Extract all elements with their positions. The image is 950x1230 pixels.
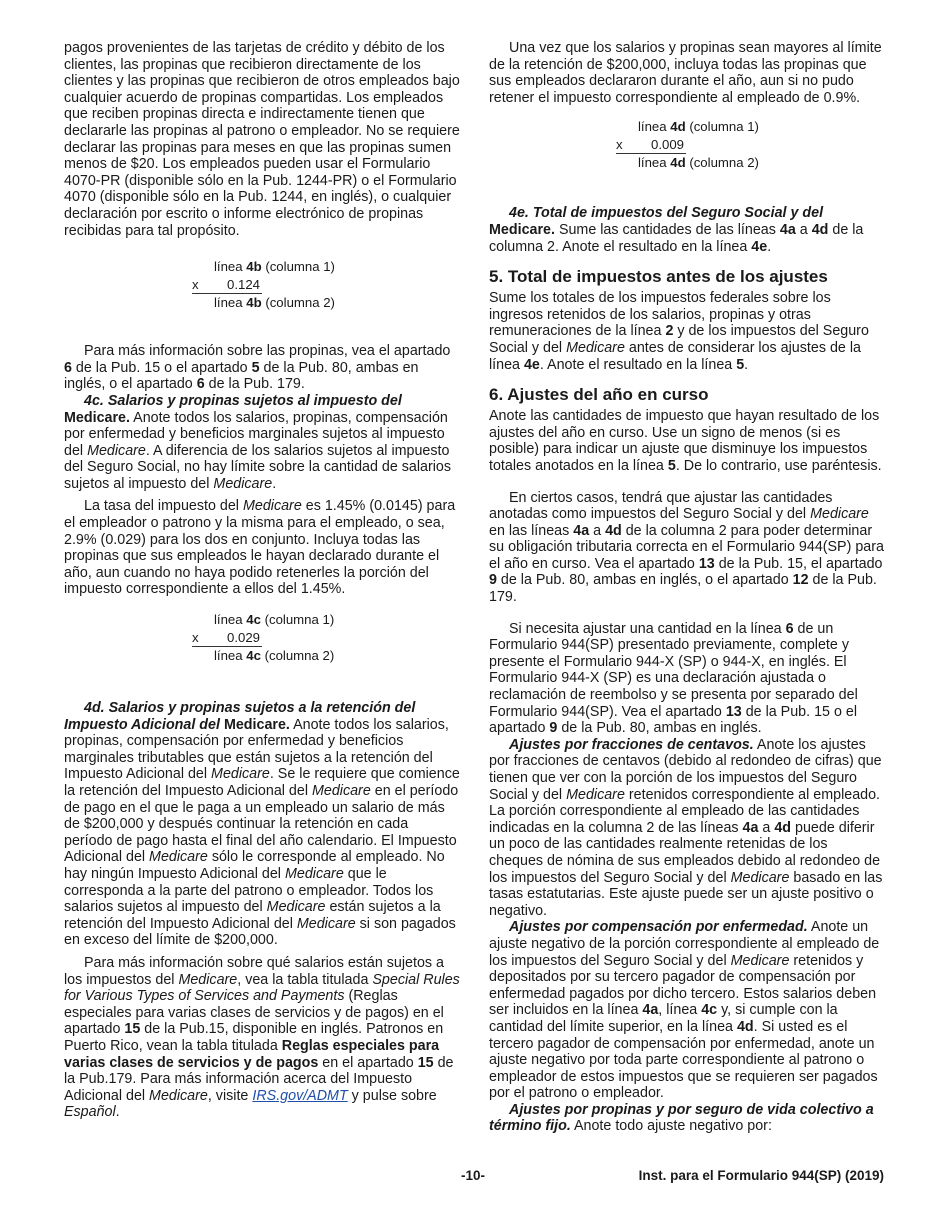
left-column bbox=[64, 40, 460, 1121]
calc-4d-row3: línea 4d (columna 2) bbox=[638, 155, 759, 171]
calc-4c bbox=[64, 611, 460, 671]
calc-4d-rate: 0.009 bbox=[651, 137, 685, 153]
paragraph-5: Sume los totales de los impuestos federales sobre los ingresos retenidos de los salarios, propinas y otras remuneraciones de la línea 2 y de los impuestos del Seguro Social y del Medicare antes de considerar los ajustes de la línea 4e. Anote el resultado en la línea 5. bbox=[489, 290, 869, 373]
paragraph-tips-life-insurance: Ajustes por propinas y por seguro de vida colectivo a término fijo. Anote todo ajuste negativo por: bbox=[489, 1101, 874, 1135]
calc-4d-row1: línea 4d (columna 1) bbox=[638, 119, 759, 135]
paragraph-certain-cases: En ciertos casos, tendrá que ajustar las cantidades anotadas como impuestos del Seguro Social y del Medicare en las líneas 4a a 4d de la columna 2 para poder determinar su obligación tributaria correcta en el Formulario 944(SP) para el año en curso. Vea el apartado 13 de la Pub. 15, el apartado 9 de la Pub. 80, ambas en inglés, o el apartado 12 de la Pub. 179. bbox=[489, 489, 884, 606]
document-title-footer: Inst. para el Formulario 944(SP) (2019) bbox=[638, 1168, 884, 1183]
calc-4b-row1: línea 4b (columna 1) bbox=[214, 259, 335, 275]
calc-4b-rate: 0.124 bbox=[227, 277, 261, 293]
calc-4c-rate: 0.029 bbox=[227, 630, 261, 646]
page-number: -10- bbox=[461, 1168, 486, 1183]
calc-4c-multiply: x bbox=[192, 630, 199, 646]
paragraph-4c: 4c. Salarios y propinas sujetos al impuesto del Medicare. Anote todos los salarios, propinas, compensación por enfermedad y beneficios marginales sujetos al impuesto del Medicare. A diferencia de los salarios sujetos al impuesto del Seguro Social, no hay límite sobre la cantidad de salarios sujetos al impuesto del Medicare. bbox=[64, 392, 452, 492]
paragraph-fractions: Ajustes por fracciones de centavos. Anote los ajustes por fracciones de centavos (debido al redondeo de cifras) que tienen que ver con la porción de los impuestos del Seguro Social y del Medicare retenidos correspondiente al empleado. La porción correspondiente al empleado de las cantidades indicadas en la columna 2 de las líneas 4a a 4d puede diferir un poco de las cantidades realmente retenidas de los cheques de nómina de sus empleados debido al redondeo de los impuestos del Seguro Social y del Medicare basado en las tasas estatutarias. Este ajuste puede ser un ajuste positivo o negativo. bbox=[489, 736, 883, 919]
irs-admt-link[interactable]: IRS.gov/ADMT bbox=[252, 1087, 348, 1104]
calc-4b bbox=[64, 258, 460, 318]
calc-4c-row1: línea 4c (columna 1) bbox=[214, 612, 335, 628]
heading-section-6: 6. Ajustes del año en curso bbox=[489, 385, 709, 405]
calc-4d-multiply: x bbox=[616, 137, 623, 153]
paragraph-4e: 4e. Total de impuestos del Seguro Social y del Medicare. Sume las cantidades de las líneas 4a a 4d de la columna 2. Anote el resultado en la línea 4e. bbox=[489, 205, 864, 255]
paragraph-more-info-tips: Para más información sobre las propinas, vea el apartado 6 de la Pub. 15 o el apartado 5 de la Pub. 80, ambas en inglés, o el apartado 6 de la Pub. 179. bbox=[64, 343, 451, 393]
paragraph-sick-pay: Ajustes por compensación por enfermedad. Anote un ajuste negativo de la porción correspondiente al empleado de los impuestos del Seguro Social y del Medicare retenidos y depositados por su tercero pagador de compensación por enfermedad pagados por dicho tercero. Estos salarios deben ser incluidos en la línea 4a, línea 4c y, si cumple con la cantidad del límite superior, en la línea 4d. Si usted es el tercero pagador de compensación por enfermedad, anote un ajuste negativo por toda parte correspondiente al patrono o empleador de estos impuestos que se requieren ser pagados por el patrono o empleador. bbox=[489, 919, 880, 1102]
paragraph-4d: 4d. Salarios y propinas sujetos a la retención del Impuesto Adicional del Medicare. Anote todos los salarios, propinas, compensación por enfermedad y beneficios marginales tributables que están sujetos a la retención del Impuesto Adicional del Medicare. Se le requiere que comience la retención del Impuesto Adicional del Medicare en el período de pago en el que le paga a un empleado un salario de más de $200,000 y después continuar la retención en cada período de pago hasta el final del año calendario. El Impuesto Adicional del Medicare sólo le corresponde al empleado. No hay ningún Impuesto Adicional del Medicare que le corresponda a la parte del patrono o empleador. Todos los salarios sujetos al impuesto del Medicare están sujetos a la retención del Impuesto Adicional del Medicare si son pagados en exceso del límite de $200,000. bbox=[64, 700, 460, 949]
paragraph-more-info-medicare: Para más información sobre qué salarios están sujetos a los impuestos del Medicare, vea la tabla titulada Special Rules for Various Types of Services and Payments (Reglas especiales para varias clases de servicios y de pagos) en el apartado 15 de la Pub.15, disponible en inglés. Patronos en Puerto Rico, vean la tabla titulada Reglas especiales para varias clases de servicios y de pagos en el apartado 15 de la Pub.179. Para más información acerca del Impuesto Adicional del Medicare, visite IRS.gov/ADMT y pulse sobre Español. bbox=[64, 954, 460, 1121]
calc-4b-multiply: x bbox=[192, 277, 199, 293]
calc-4b-row3: línea 4b (columna 2) bbox=[214, 295, 335, 311]
paragraph-over-limit: Una vez que los salarios y propinas sean mayores al límite de la retención de $200,000, incluya todas las propinas que sus empleados declararon durante el año, aun si no pudo retener el impuesto correspondiente al empleado de 0.9%. bbox=[489, 40, 882, 106]
paragraph-medicare-rate: La tasa del impuesto del Medicare es 1.45% (0.0145) para el empleador o patrono y la misma para el empleado, o sea, 2.9% (0.029) para los dos en conjunto. Incluya todas las propinas que sus empleados le hayan declarado durante el año, aun cuando no haya podido retenerles la porción del impuesto correspondiente a ellos del 1.45%. bbox=[64, 498, 456, 598]
paragraph-prior-adjust: Si necesita ajustar una cantidad en la línea 6 de un Formulario 944(SP) presentado previamente, complete y presente el Formulario 944-X (SP) o 944-X, en inglés. El Formulario 944-X (SP) es una declaración ajustada o reclamación de reembolso y se presenta por separado del Formulario 944(SP). Vea el apartado 13 de la Pub. 15 o el apartado 9 de la Pub. 80, ambas en inglés. bbox=[489, 620, 858, 737]
paragraph-6: Anote las cantidades de impuesto que hayan resultado de los ajustes del año en curso. Use un signo de menos (si es posible) para indicar un ajuste que disminuye los impuestos totales anotados en la línea 5. De lo contrario, use paréntesis. bbox=[489, 408, 882, 474]
heading-section-5: 5. Total de impuestos antes de los ajustes bbox=[489, 267, 828, 287]
paragraph-tips-intro: pagos provenientes de las tarjetas de crédito y débito de los clientes, las propinas que recibieron directamente de los clientes y las propinas que recibieron de otros empleados bajo cualquier acuerdo de propinas compartidas. Los empleados que reciben propinas directa e indirectamente tienen que declararle las propinas al patrono o empleador. No se requiere declarar las propinas para meses en que las propinas sumen menos de $20. Los empleados pueden usar el Formulario 4070-PR (disponible sólo en la Pub. 1244-PR) o el Formulario 4070 (disponible sólo en la Pub. 1244, en inglés), o cualquier declaración por escrito o informe electrónico de propinas recibidas para tal propósito. bbox=[64, 40, 460, 239]
right-column bbox=[489, 40, 885, 1135]
calc-4d bbox=[489, 118, 885, 178]
calc-4c-row3: línea 4c (columna 2) bbox=[214, 648, 335, 664]
